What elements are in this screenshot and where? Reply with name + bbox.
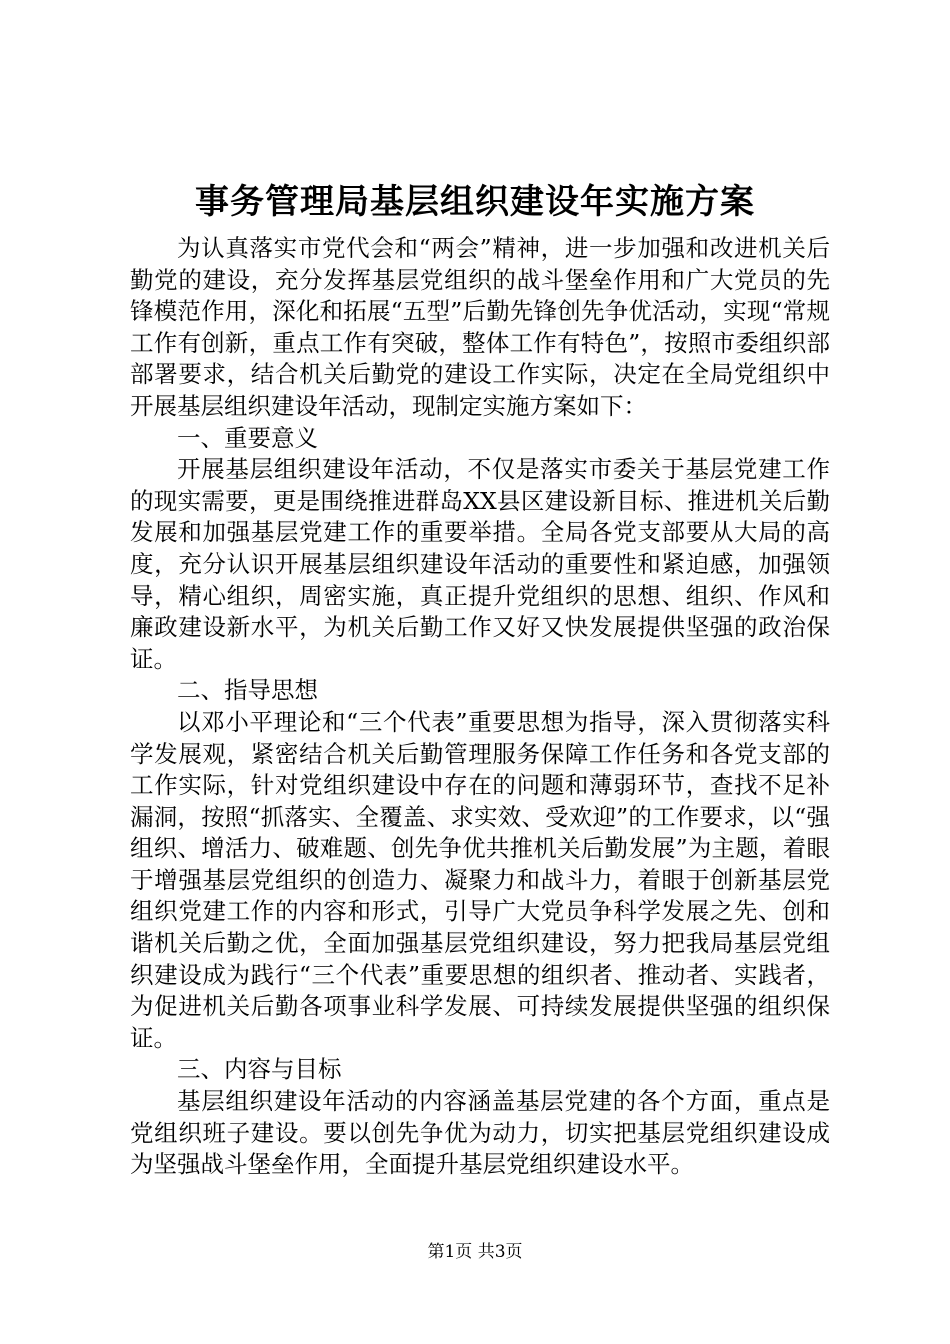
section-heading-guiding-thought: 二、指导思想 <box>177 676 318 705</box>
intro-paragraph: 为认真落实市党代会和“两会”精神，进一步加强和改进机关后勤党的建设，充分发挥基层党组织的战斗堡垒作用和广大党员的先锋模范作用，深化和拓展“五型”后勤先锋创先争优活动，实现“常规工作有创新，重点工作有突破，整体工作有特色”，按照市委组织部部署要求，结合机关后勤党的建设工作实际，决定在全局党组织中开展基层组织建设年活动，现制定实施方案如下： <box>130 234 830 420</box>
section-heading-significance: 一、重要意义 <box>177 423 318 452</box>
section-heading-content-goals: 三、内容与目标 <box>177 1055 342 1084</box>
section-text-significance: 开展基层组织建设年活动，不仅是落实市委关于基层党建工作的现实需要，更是围绕推进群岛XX县区建设新目标、推进机关后勤发展和加强基层党建工作的重要举措。全局各党支部要从大局的高度，充分认识开展基层组织建设年活动的重要性和紧迫感，加强领导，精心组织，周密实施，真正提升党组织的思想、组织、作风和廉政建设新水平，为机关后勤工作又好又快发展提供坚强的政治保证。 <box>130 455 830 673</box>
document-body <box>130 233 830 1181</box>
section-text-content-goals: 基层组织建设年活动的内容涵盖基层党建的各个方面，重点是党组织班子建设。要以创先争优为动力，切实把基层党组织建设成为坚强战斗堡垒作用，全面提升基层党组织建设水平。 <box>130 1087 830 1179</box>
page-footer: 第1页 共3页 <box>427 1242 523 1262</box>
section-text-guiding-thought: 以邓小平理论和“三个代表”重要思想为指导，深入贯彻落实科学发展观，紧密结合机关后勤管理服务保障工作任务和各党支部的工作实际，针对党组织建设中存在的问题和薄弱环节，查找不足补漏洞，按照“抓落实、全覆盖、求实效、受欢迎”的工作要求，以“强组织、增活力、破难题、创先争优共推机关后勤发展”为主题，着眼于增强基层党组织的创造力、凝聚力和战斗力，着眼于创新基层党组织党建工作的内容和形式，引导广大党员争科学发展之先、创和谐机关后勤之优，全面加强基层党组织建设，努力把我局基层党组织建设成为践行“三个代表”重要思想的组织者、推动者、实践者，为促进机关后勤各项事业科学发展、可持续发展提供坚强的组织保证。 <box>130 707 830 1052</box>
document-title: 事务管理局基层组织建设年实施方案 <box>195 182 755 222</box>
